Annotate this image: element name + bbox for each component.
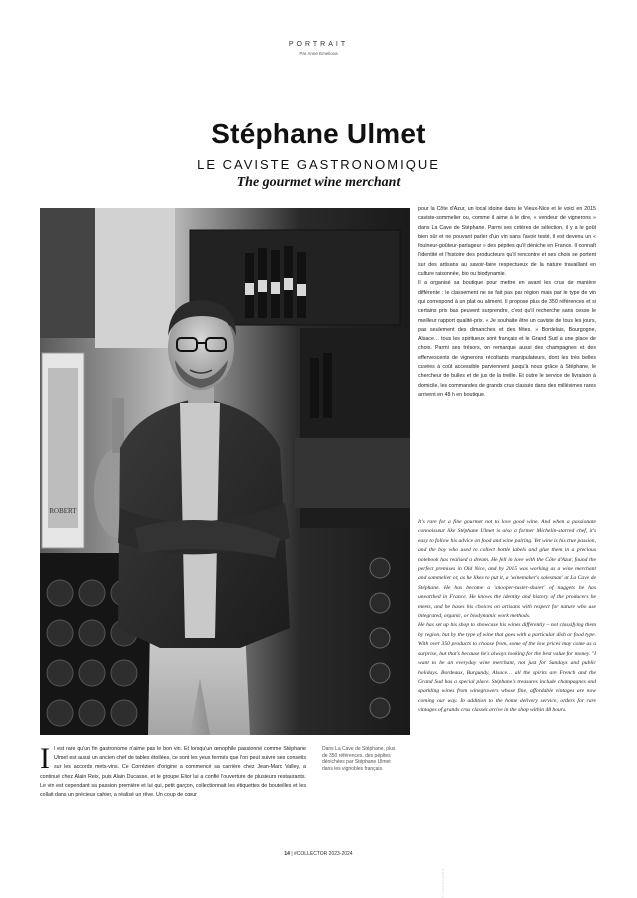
photo-credit: © Jérémie Lapierre	[441, 868, 445, 898]
section-kicker: PORTRAIT	[288, 41, 349, 48]
article-subtitle-english: The gourmet wine merchant	[236, 175, 401, 190]
photo-caption: Dans La Cave de Stéphane, plus de 350 références, des pépites dénichées par Stéphane Ulmet dans les vignobles français.	[322, 746, 396, 772]
portrait-illustration	[40, 208, 410, 735]
intro-paragraph	[40, 742, 306, 800]
page-number: 14	[284, 851, 290, 857]
bottle-label-text: ROBERT	[49, 507, 77, 515]
body-french-paragraph: pour la Côte d'Azur, un local idoine dans le Vieux-Nice et le voici en 2015 caviste-sommelier ou, comme il aime à le dire, « vendeur de vignerons » dans La Cave de Stéphane. Parmi ses critères de sélection, il y a le goût bien sûr et ne pouvant parler d'un vin sans l'avoir testé, il est devenu un « fouineur-goûteur-partageur » des pépites qu'il déniche en France. Il connaît l'identité et l'histoire des producteurs qu'il rencontre et ses choix se portent sur des artisans au savoir-faire respectueux de la nature travaillant en culture raisonnée, bio ou biodynamie.	[418, 206, 596, 278]
article-subtitle: LE CAVISTE GASTRONOMIQUE	[197, 157, 440, 172]
drop-cap: I	[40, 742, 50, 775]
byline: Par Anne Emeliova	[299, 51, 338, 56]
body-english-paragraph: He has set up his shop to showcase his wines differently – not classifying them by region, but by the type of wine that goes with a particular dish or food type. With over 350 products to choose from, some of the low prices may come as a surprise, but that's because he's always looking for the best value for money. "I want to be an everyday wine merchant, not just for Sundays and public holidays. Bordeaux, Burgundy, Alsace… all the spirits are French and the Grand Sud has a special place. Stéphane's treasures include champagnes and sparkling wines from winegrowers whose fine, affordable vintages are now coming our way. In addition to the home delivery service, orders for rare vintages of grands crus classés arrive in the shop within 48 hours.	[418, 622, 596, 714]
body-french-paragraph: Il a organisé sa boutique pour mettre en avant les crus de manière différente : le classement ne se fait pas par région mais par le type de vin qui correspond à un plat ou aliment. Il propose plus de 350 références et si certains prix bas peuvent surprendre, c'est qu'il recherche sans cesse le meilleur rapport qualité-prix. « Je souhaite être un caviste de tous les jours, pas seulement des dimanches et des fêtes. » Bordelais, Bourgogne, Alsace… tous les spiritueux sont français et le Grand Sud a une place de choix. Parmi ses trésors, on remarque aussi des champagnes et des effervescents de vignerons récoltants manipulateurs, dont les très belles cuvées à coût accessible parviennent jusqu'à nous grâce à Stéphane, le chercheur de bulles et de jus de la treille. Et outre le service de livraison à domicile, les commandes de grands crus classés dans des millésimes rares arrivent en 48 h en boutique.	[418, 280, 596, 398]
publication-name: #COLLECTOR 2023-2024	[294, 851, 353, 857]
body-english-column	[418, 518, 596, 716]
body-english-paragraph: It's rare for a fine gourmet not to love good wine. And when a passionate connoisseur like Stéphane Ulmet is also a former Michelin-starred chef, it's easy to follow his advice on food and wine pairing. Yet wine is his true passion, and the boy who used to collect bottle labels and glue them in a precious notebook has realised a dream. He fell in love with the Côte d'Azur, found the perfect premises in Old Nice, and by 2015 was working as a wine merchant and sommelier or, as he likes to put it, a 'winemaker's salesman' at La Cave de Stéphane. He has become a 'snooper-taster-sharer' of nuggets he has unearthed in France. He knows the identity and history of the producers he meets, and he bases his choices on artisans with respect for nature who use integrated, organic, or biodynamic work methods.	[418, 519, 596, 620]
body-french-column	[418, 205, 596, 400]
intro-text: l est rare qu'un fin gastronome n'aime pas le bon vin. Et lorsqu'un œnophile passionné comme Stéphane Ulmet est aussi un ancien chef de tables étoilées, ce sont les yeux fermés que l'on peut suivre ses conseils sur les accords mets-vins. Ce Corrézien d'origine a commencé sa carrière chez Jean-Marc Valley, a continué chez Alain Reix, puis Alain Ducasse, et le groupe Elior lui a confié l'ouverture de plusieurs restaurants. Le vin est cependant sa passion première et lui qui, petit garçon, collectionnait les étiquettes de bouteilles et les collait dans un précieux cahier, a réalisé un rêve. Un coup de cœur	[40, 746, 306, 799]
page-footer	[0, 851, 637, 857]
article-title: Stéphane Ulmet	[211, 118, 426, 149]
footer-separator: |	[289, 851, 295, 857]
